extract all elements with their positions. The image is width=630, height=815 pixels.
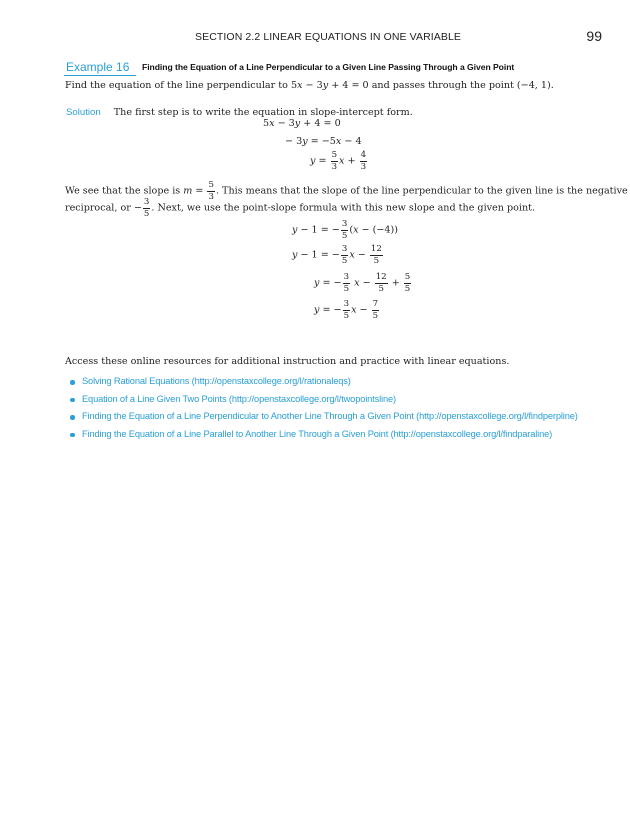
step-2: y − 1 = − $\frac{3}{5}$ x − $\frac{12}{5}$ (292, 244, 382, 266)
slope-paragraph-line-2: reciprocal, or − $\frac{3}{5}$ . Next, we use the point-slope formula with this new slope and the given point. (65, 197, 536, 219)
resource-link-perpendicular-line[interactable]: Finding the Equation of a Line Perpendicular to Another Line Through a Given Point (http://openstaxcollege.org/l/findperpline) (68, 411, 578, 429)
section-title: LINEAR EQUATIONS IN ONE VARIABLE (263, 31, 462, 43)
solution-line (66, 100, 413, 119)
step-3: y = − $\frac{3}{5}$ x − $\frac{12}{5}$ + $\frac{5}{5}$ (314, 272, 411, 294)
example-heading (64, 61, 544, 75)
resource-links (68, 376, 578, 446)
resource-link-parallel-line[interactable]: Finding the Equation of a Line Parallel to Another Line Through a Given Point (http://openstaxcollege.org/l/findparaline) (68, 429, 578, 447)
equation-1: 5x − 3y + 4 = 0 (263, 118, 341, 129)
section-prefix: SECTION 2.2 (195, 31, 261, 43)
problem-rendered: Find the equation of the line perpendicular to 5x − 3y + 4 = 0 and passes through the point (−4, 1). (65, 80, 554, 91)
problem-statement (65, 81, 554, 91)
resources-intro: Access these online resources for additional instruction and practice with linear equations. (65, 356, 510, 367)
example-label: Example 16 (66, 60, 130, 74)
resource-link-rational-equations[interactable]: Solving Rational Equations (http://openstaxcollege.org/l/rationaleqs) (68, 376, 578, 394)
solution-intro: The first step is to write the equation in slope-intercept form. (113, 107, 413, 118)
example-title: Finding the Equation of a Line Perpendicular to a Given Line Passing Through a Given Point (142, 62, 515, 72)
resource-link-two-points[interactable]: Equation of a Line Given Two Points (http://openstaxcollege.org/l/twopointsline) (68, 394, 578, 412)
solution-label: Solution (66, 107, 101, 118)
running-header (195, 31, 461, 43)
step-4: y = − $\frac{3}{5}$ x − $\frac{7}{5}$ (314, 299, 379, 321)
page-number: 99 (586, 28, 602, 44)
equation-3: y = $\frac{5}{3}$ x + $\frac{4}{3}$ (310, 150, 367, 172)
step-1: y − 1 = − $\frac{3}{5}$ (x − (−4)) (292, 219, 398, 241)
example-underline (64, 75, 136, 76)
slope-paragraph-line-1: We see that the slope is m = $\frac{5}{3}$ . This means that the slope of the line perpendicular to the given line is the negative (65, 180, 628, 202)
equation-2: − 3y = −5x − 4 (285, 136, 362, 147)
